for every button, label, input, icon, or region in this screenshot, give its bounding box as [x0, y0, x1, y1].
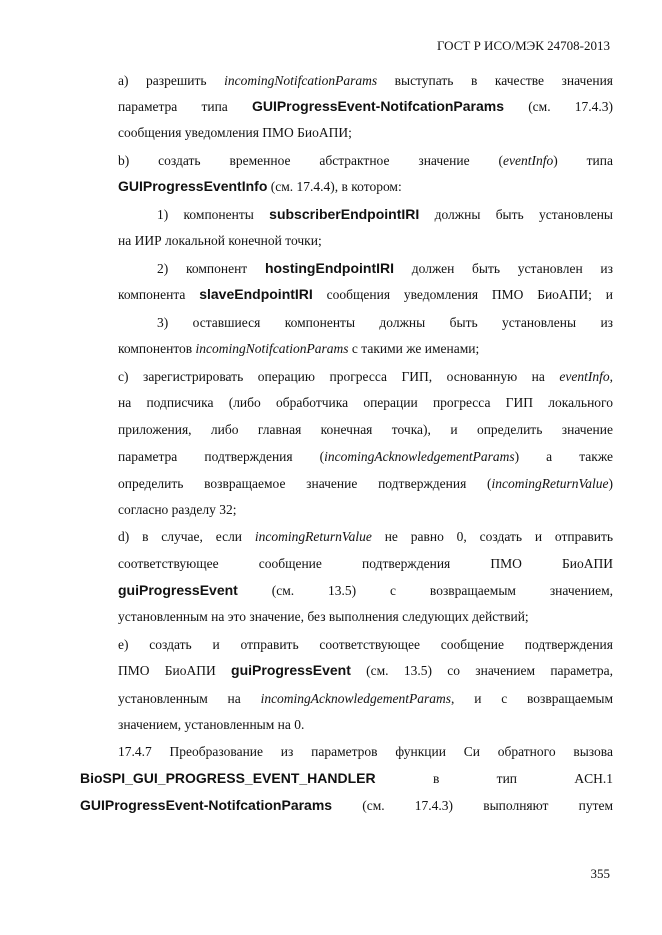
text-run: e) создать и отправить соответствующее сообщение подтверждения: [118, 637, 613, 652]
text-line: [118, 636, 613, 653]
code-term: hostingEndpointIRI: [264, 260, 395, 276]
text-line: [157, 206, 613, 223]
text-line: [118, 582, 613, 599]
text-line: [80, 797, 613, 814]
text-run: с такими же именами;: [348, 341, 480, 356]
text-run: а) разрешить: [118, 73, 225, 88]
text-line: [118, 232, 613, 249]
text-run: ,: [609, 369, 613, 384]
text-run: на ИИР локальной конечной точки;: [118, 233, 322, 248]
text-run: (см. 17.4.3): [504, 99, 613, 114]
param-name: incomingNotifcationParams: [224, 73, 378, 88]
text-run: 1) компоненты: [157, 207, 270, 222]
text-line: [118, 178, 613, 195]
text-run: 3) оставшиеся компоненты должны быть установлены из: [157, 315, 613, 330]
text-run: согласно разделу 32;: [118, 502, 237, 517]
code-term: guiProgressEvent: [118, 582, 238, 598]
text-run: (см. 13.5) со значением параметра,: [350, 663, 613, 678]
text-run: выступать в качестве значения: [377, 73, 614, 88]
text-run: 2) компонент: [157, 261, 265, 276]
text-run: значением, установленным на 0.: [118, 717, 305, 732]
code-term: guiProgressEvent: [231, 662, 351, 678]
text-run: ПМО БиоАПИ: [118, 663, 232, 678]
text-run: сообщения уведомления ПМО БиоАПИ;: [118, 125, 352, 140]
text-line: [118, 475, 613, 492]
text-run: установленным на это значение, без выполнения следующих действий;: [118, 609, 529, 624]
param-name: incomingAcknowledgementParams: [260, 691, 452, 706]
text-run: , и с возвращаемым: [451, 691, 614, 706]
text-line: [118, 72, 613, 89]
text-run: на подписчика (либо обработчика операции прогресса ГИП локального: [118, 395, 613, 410]
text-run: d) в случае, если: [118, 529, 255, 544]
text-run: (см. 17.4.4), в котором:: [267, 179, 402, 194]
param-name: incomingReturnValue: [254, 529, 372, 544]
param-name: eventInfo: [559, 369, 610, 384]
running-header: ГОСТ Р ИСО/МЭК 24708-2013: [436, 38, 610, 53]
text-line: [118, 608, 613, 625]
text-run: определить возвращаемое значение подтверждения (: [118, 476, 492, 491]
code-term: slaveEndpointIRI: [199, 286, 313, 302]
text-line: [118, 98, 613, 115]
text-line: [118, 152, 613, 169]
code-term: BioSPI_GUI_PROGRESS_EVENT_HANDLER: [80, 770, 376, 786]
text-run: должен быть установлен из: [394, 261, 613, 276]
text-run: ) а также: [514, 449, 613, 464]
text-line: [118, 690, 613, 707]
text-run: (см. 13.5) с возвращаемым значением,: [237, 583, 613, 598]
text-line: [118, 340, 613, 357]
code-term: GUIProgressEventInfo: [118, 178, 268, 194]
text-run: c) зарегистрировать операцию прогресса ГИП, основанную на: [118, 369, 560, 384]
text-run: ) типа: [553, 153, 613, 168]
text-line: [118, 368, 613, 385]
text-line: [118, 743, 613, 760]
text-line: [118, 124, 613, 141]
code-term: GUIProgressEvent-NotifcationParams: [251, 98, 505, 114]
text-run: компонентов: [118, 341, 196, 356]
text-line: [118, 501, 613, 518]
param-name: eventInfo: [503, 153, 554, 168]
text-line: [118, 421, 613, 438]
text-run: параметра типа: [118, 99, 252, 114]
text-run: 17.4.7 Преобразование из параметров функции Си обратного вызова: [118, 744, 613, 759]
text-line: [157, 260, 613, 277]
text-run: компонента: [118, 287, 200, 302]
text-run: в тип ACH.1: [375, 771, 613, 786]
text-line: [118, 716, 613, 733]
text-run: b) создать временное абстрактное значение (: [118, 153, 504, 168]
text-line: [118, 555, 613, 572]
text-run: ): [608, 476, 613, 491]
text-run: параметра подтверждения (: [118, 449, 325, 464]
text-run: сообщения уведомления ПМО БиоАПИ; и: [312, 287, 613, 302]
text-run: должны быть установлены: [419, 207, 613, 222]
text-run: приложения, либо главная конечная точка), и определить значение: [118, 422, 613, 437]
text-line: [157, 314, 613, 331]
text-line: [118, 662, 613, 679]
text-run: не равно 0, создать и отправить: [371, 529, 614, 544]
text-line: [118, 286, 613, 303]
text-line: [118, 528, 613, 545]
param-name: incomingReturnValue: [491, 476, 609, 491]
text-line: [118, 448, 613, 465]
page-number: 355: [590, 866, 610, 881]
text-line: [118, 394, 613, 411]
code-term: subscriberEndpointIRI: [269, 206, 420, 222]
text-run: (см. 17.4.3) выполняют путем: [332, 798, 613, 813]
param-name: incomingNotifcationParams: [195, 341, 349, 356]
text-run: установленным на: [118, 691, 261, 706]
text-line: [80, 770, 613, 787]
code-term: GUIProgressEvent-NotifcationParams: [80, 797, 333, 813]
text-run: соответствующее сообщение подтверждения ПМО БиоАПИ: [118, 556, 613, 571]
param-name: incomingAcknowledgementParams: [324, 449, 515, 464]
